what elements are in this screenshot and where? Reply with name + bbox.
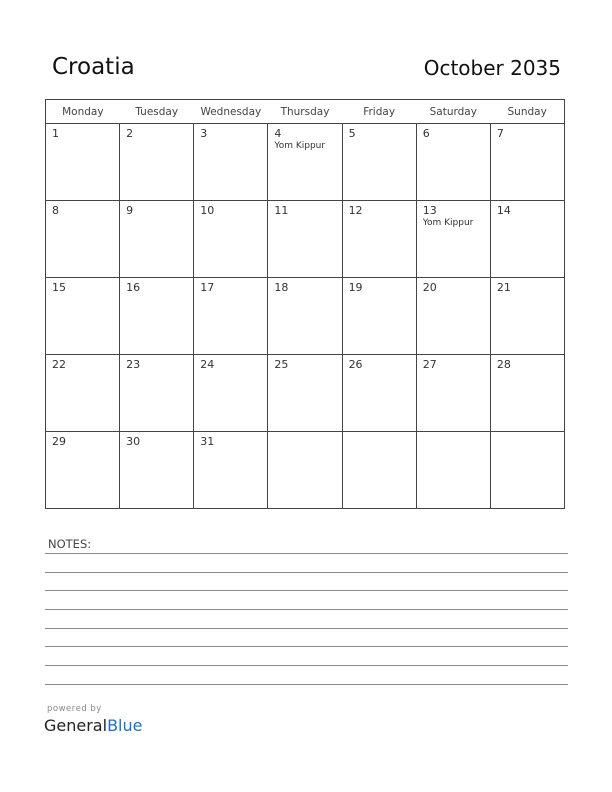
day-cell [120, 432, 194, 509]
day-number: 8 [52, 204, 59, 217]
day-cell [268, 124, 342, 201]
day-cell [342, 432, 416, 509]
note-line [45, 628, 568, 629]
weekday-header: Friday [342, 100, 416, 124]
day-cell [416, 432, 490, 509]
day-number: 14 [496, 204, 511, 217]
logo-text-general: General [44, 716, 108, 735]
calendar-grid [45, 99, 565, 509]
day-cell [342, 124, 416, 201]
weekday-header: Wednesday [194, 100, 268, 124]
day-cell [46, 278, 120, 355]
calendar-body [46, 124, 565, 509]
day-number: 7 [496, 127, 504, 140]
day-number: 29 [52, 435, 66, 448]
day-cell [490, 432, 564, 509]
week-row [46, 432, 565, 509]
day-cell [194, 201, 268, 278]
weekday-header-row [46, 100, 565, 124]
day-cell [268, 432, 342, 509]
week-row [46, 355, 565, 432]
day-cell [268, 201, 342, 278]
day-cell [194, 355, 268, 432]
week-row [46, 278, 565, 355]
month-year-title: October 2035 [423, 56, 561, 80]
day-number: 2 [126, 127, 134, 140]
day-cell [342, 278, 416, 355]
day-cell [342, 201, 416, 278]
day-number: 18 [274, 281, 289, 294]
day-cell [342, 355, 416, 432]
day-cell [46, 432, 120, 509]
day-cell [268, 278, 342, 355]
day-cell [268, 355, 342, 432]
day-number: 9 [126, 204, 134, 217]
day-number: 23 [126, 358, 141, 371]
day-cell [490, 278, 564, 355]
weekday-header: Sunday [490, 100, 564, 124]
day-cell [416, 355, 490, 432]
note-line [45, 590, 568, 591]
day-cell [46, 201, 120, 278]
day-cell [120, 124, 194, 201]
powered-by-text: powered by [47, 704, 102, 714]
day-cell [490, 124, 564, 201]
day-cell [120, 201, 194, 278]
day-cell [416, 124, 490, 201]
note-line [45, 553, 568, 554]
day-number: 19 [348, 281, 363, 294]
day-number: 16 [126, 281, 141, 294]
day-cell [194, 278, 268, 355]
note-line [45, 646, 568, 647]
day-number: 28 [496, 358, 511, 371]
note-line [45, 665, 568, 666]
day-number: 5 [348, 127, 356, 140]
country-title: Croatia [52, 54, 135, 80]
generalblue-logo [44, 716, 142, 735]
day-number: 10 [200, 204, 215, 217]
day-number: 21 [496, 281, 511, 294]
day-number: 11 [274, 204, 289, 217]
day-cell [120, 278, 194, 355]
day-number: 22 [52, 358, 66, 371]
holiday-label: Yom Kippur [274, 141, 326, 151]
week-row [46, 124, 565, 201]
day-cell [490, 201, 564, 278]
day-number: 31 [200, 435, 215, 448]
notes-label: NOTES: [48, 537, 92, 551]
day-cell [416, 201, 490, 278]
day-number: 13 [422, 204, 437, 217]
weekday-header: Tuesday [120, 100, 194, 124]
weekday-header: Thursday [268, 100, 342, 124]
note-line [45, 572, 568, 573]
day-number: 20 [422, 281, 437, 294]
day-cell [194, 124, 268, 201]
day-number: 6 [422, 127, 430, 140]
day-number: 1 [52, 127, 59, 140]
day-number: 24 [200, 358, 215, 371]
logo-text-blue: Blue [107, 716, 143, 735]
day-cell [46, 124, 120, 201]
day-number: 30 [126, 435, 141, 448]
day-number: 12 [348, 204, 363, 217]
day-cell [194, 432, 268, 509]
weekday-header: Monday [46, 100, 120, 124]
weekday-header: Saturday [416, 100, 490, 124]
day-number: 25 [274, 358, 289, 371]
day-cell [490, 355, 564, 432]
day-cell [120, 355, 194, 432]
day-number: 15 [52, 281, 66, 294]
day-number: 27 [422, 358, 437, 371]
day-number: 17 [200, 281, 215, 294]
day-number: 26 [348, 358, 363, 371]
note-line [45, 609, 568, 610]
holiday-label: Yom Kippur [422, 218, 474, 228]
day-cell [46, 355, 120, 432]
note-line [45, 684, 568, 685]
day-number: 4 [274, 127, 282, 140]
week-row [46, 201, 565, 278]
day-cell [416, 278, 490, 355]
day-number: 3 [200, 127, 208, 140]
